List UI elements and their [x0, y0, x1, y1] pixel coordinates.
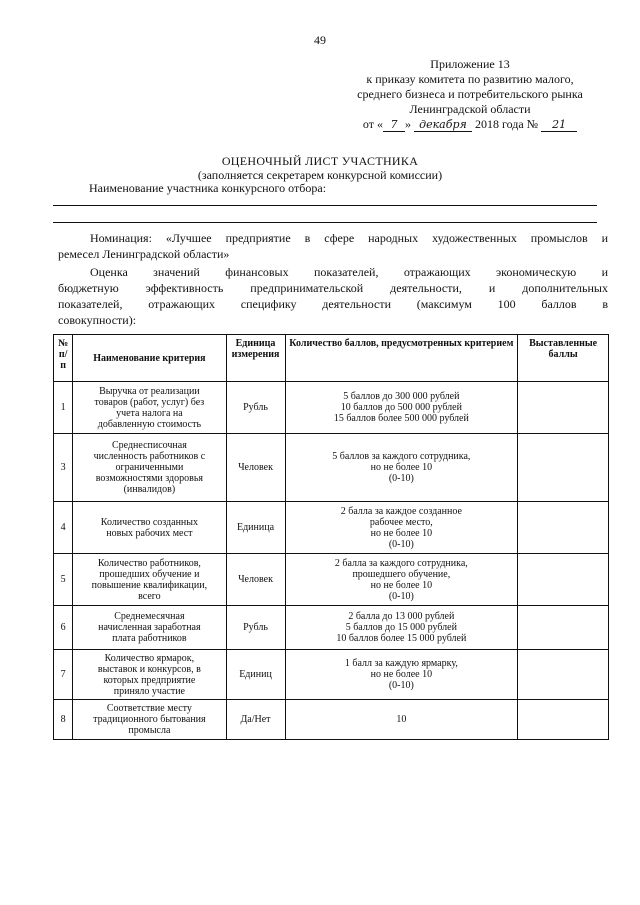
table-row — [54, 502, 609, 554]
row-number: 3 — [54, 434, 73, 502]
given-points-cell — [518, 434, 609, 502]
row-number: 5 — [54, 554, 73, 606]
unit-of-measure: Единица — [226, 502, 285, 554]
row-number: 4 — [54, 502, 73, 554]
table-row — [54, 554, 609, 606]
unit-of-measure: Единиц — [226, 650, 285, 700]
unit-of-measure: Человек — [226, 554, 285, 606]
given-points-cell — [518, 502, 609, 554]
date-prefix: от « — [362, 117, 383, 131]
page-number: 49 — [314, 33, 326, 47]
table-row — [54, 650, 609, 700]
header-points: Количество баллов, предусмотренных критерием — [285, 335, 518, 382]
header-number: № п/п — [54, 335, 73, 382]
criterion-name: Соответствие месту традиционного бытования промысла — [73, 700, 226, 740]
given-points-cell — [518, 650, 609, 700]
points-description: 5 баллов до 300 000 рублей 10 баллов до 500 000 рублей 15 баллов более 500 000 рублей — [285, 382, 518, 434]
row-number: 7 — [54, 650, 73, 700]
participant-name-line-2 — [53, 222, 597, 223]
header-criterion: Наименование критерия — [73, 335, 226, 382]
date-year: 2018 года № — [474, 117, 539, 131]
evaluation-line-4: совокупности): — [58, 313, 137, 327]
participant-name-line-1 — [53, 205, 597, 206]
given-points-cell — [518, 382, 609, 434]
criteria-table — [53, 334, 609, 740]
unit-of-measure: Рубль — [226, 606, 285, 650]
points-description: 2 балла за каждого сотрудника, прошедшего обучение, но не более 10 (0-10) — [285, 554, 518, 606]
points-description: 10 — [285, 700, 518, 740]
unit-of-measure: Да/Нет — [226, 700, 285, 740]
appendix-title: Приложение 13 — [430, 57, 510, 71]
row-number: 1 — [54, 382, 73, 434]
nomination-line-2: ремесел Ленинградской области» — [58, 247, 230, 261]
given-points-cell — [518, 700, 609, 740]
participant-name-label: Наименование участника конкурсного отбора: — [89, 181, 327, 195]
points-description: 2 балла до 13 000 рублей 5 баллов до 15 000 рублей 10 баллов более 15 000 рублей — [285, 606, 518, 650]
criterion-name: Среднемесячная начисленная заработная плата работников — [73, 606, 226, 650]
unit-of-measure: Рубль — [226, 382, 285, 434]
table-header-row — [54, 335, 609, 382]
document-subtitle: (заполняется секретарем конкурсной комиссии) — [197, 168, 443, 182]
table-row — [54, 434, 609, 502]
points-description: 2 балла за каждое созданное рабочее место, но не более 10 (0-10) — [285, 502, 518, 554]
table-row — [54, 700, 609, 740]
criterion-name: Среднесписочная численность работников с ограниченными возможностями здоровья (инвалидов) — [73, 434, 226, 502]
points-description: 1 балл за каждую ярмарку, но не более 10 (0-10) — [285, 650, 518, 700]
table-row — [54, 382, 609, 434]
appendix-committee-line: среднего бизнеса и потребительского рынка — [357, 87, 583, 101]
date-day: 7 — [383, 119, 405, 132]
criterion-name: Количество работников, прошедших обучение и повышение квалификации, всего — [73, 554, 226, 606]
given-points-cell — [518, 606, 609, 650]
nomination-paragraph — [58, 230, 608, 262]
appendix-order-line: к приказу комитета по развитию малого, — [366, 72, 574, 86]
points-description: 5 баллов за каждого сотрудника, но не более 10 (0-10) — [285, 434, 518, 502]
row-number: 8 — [54, 700, 73, 740]
given-points-cell — [518, 554, 609, 606]
criterion-name: Количество ярмарок, выставок и конкурсов, в которых предприятие приняло участие — [73, 650, 226, 700]
evaluation-line-2: бюджетную эффективность предпринимательской деятельности, и дополнительных — [58, 281, 608, 295]
evaluation-line-1: Оценка значений финансовых показателей, отражающих экономическую и — [90, 265, 608, 279]
header-given-points: Выставленные баллы — [518, 335, 609, 382]
criterion-name: Выручка от реализации товаров (работ, услуг) без учета налога на добавленную стоимость — [73, 382, 226, 434]
appendix-region-line: Ленинградской области — [409, 102, 531, 116]
table-row — [54, 606, 609, 650]
date-mid: » — [404, 117, 411, 131]
row-number: 6 — [54, 606, 73, 650]
appendix-block — [330, 57, 610, 132]
appendix-date-line — [330, 117, 610, 132]
evaluation-paragraph — [58, 264, 608, 328]
document-title: ОЦЕНОЧНЫЙ ЛИСТ УЧАСТНИКА — [221, 154, 419, 168]
order-number: 21 — [541, 119, 577, 132]
header-unit: Единица измерения — [226, 335, 285, 382]
unit-of-measure: Человек — [226, 434, 285, 502]
date-month: декабря — [414, 119, 472, 132]
evaluation-line-3: показателей, отражающих специфику деятельности (максимум 100 баллов в — [58, 297, 608, 311]
criterion-name: Количество созданных новых рабочих мест — [73, 502, 226, 554]
nomination-line-1: Номинация: «Лучшее предприятие в сфере народных художественных промыслов и — [90, 231, 608, 245]
